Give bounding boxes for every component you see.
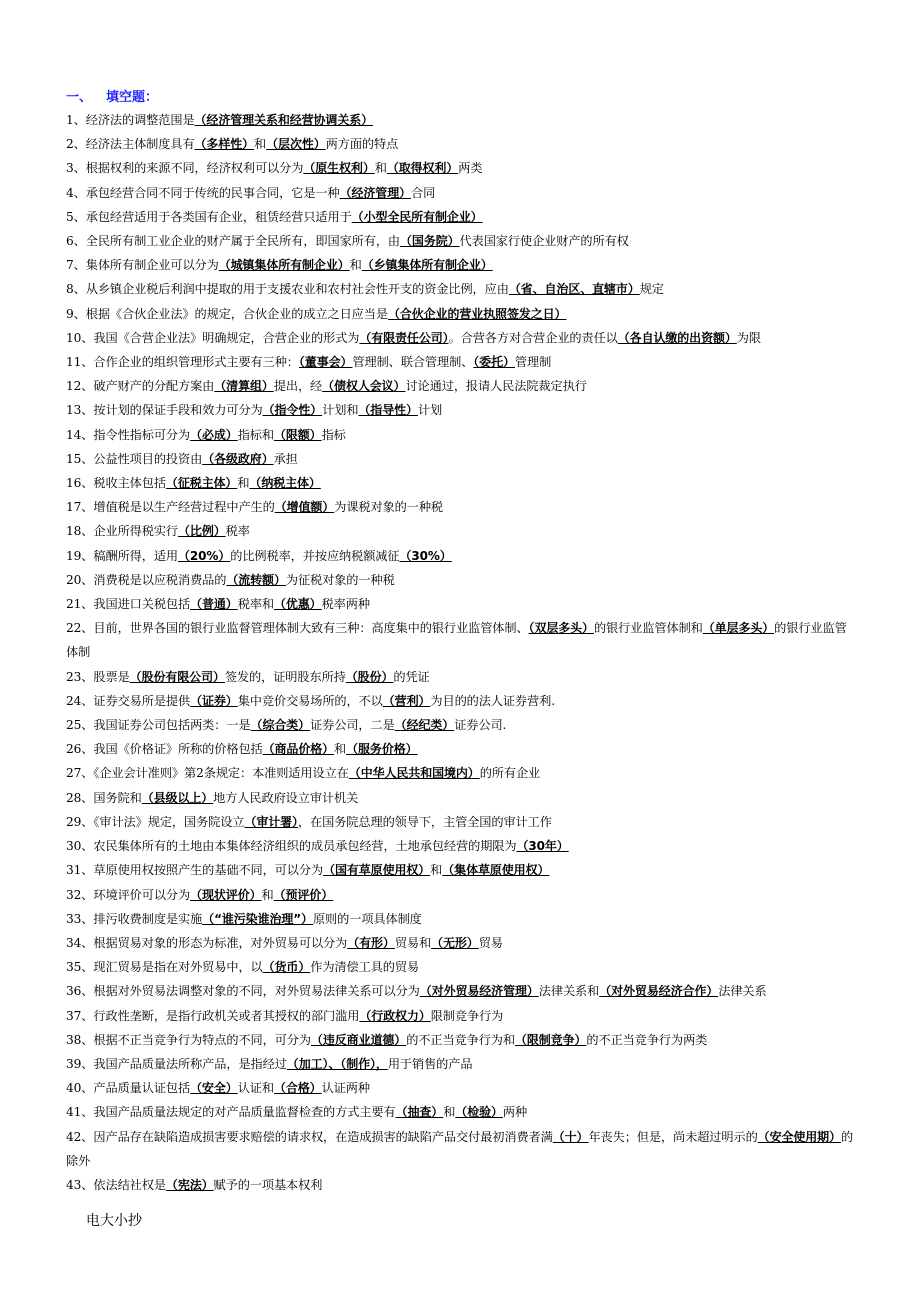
question-text: 23、股票是	[66, 669, 130, 684]
question-text: 认证和	[237, 1081, 274, 1096]
question-item	[66, 568, 858, 592]
question-text: 签发的，证明股东所持	[224, 669, 346, 684]
answer-text: （省、自治区、直辖市）	[508, 282, 640, 297]
section-title: 填空题：	[106, 90, 159, 105]
section-number: 一、	[66, 90, 93, 105]
question-item	[66, 544, 858, 568]
question-text: 的所有企业	[479, 766, 541, 781]
question-item	[66, 1052, 858, 1076]
question-text: 代表国家行使企业财产的所有权	[459, 234, 629, 249]
answer-text: （合格）	[273, 1081, 322, 1096]
question-item	[66, 253, 858, 277]
answer-text: （证券）	[190, 693, 238, 708]
answer-text: （股份有限公司）	[129, 669, 225, 684]
question-item	[66, 761, 858, 785]
question-text: 地方人民政府设立审计机关	[213, 790, 359, 805]
answer-text: （国务院）	[400, 234, 460, 249]
question-text: 32、环境评价可以分为	[66, 887, 191, 902]
answer-text: （县级以上）	[141, 790, 214, 805]
answer-text: （层次性）	[266, 137, 326, 152]
question-item	[66, 205, 858, 229]
question-text: 年丧失；但是，尚未超过明示的	[588, 1129, 758, 1144]
question-item	[66, 979, 858, 1003]
question-item	[66, 883, 858, 907]
answer-text: （审计署）	[244, 814, 298, 829]
question-text: 为限	[736, 330, 761, 345]
question-text: 指标和	[237, 427, 274, 442]
question-text: 9、根据《合伙企业法》的规定，合伙企业的成立之日应当是	[66, 306, 388, 321]
question-item	[66, 374, 858, 398]
question-text: 证券公司.	[454, 718, 507, 733]
question-text: 和	[374, 161, 387, 176]
question-item	[66, 786, 858, 810]
answer-text: （安全）	[190, 1081, 238, 1096]
question-item	[66, 229, 858, 253]
question-text: 33、排污收费制度是实施	[66, 911, 203, 926]
answer-text: （双层多头）	[528, 621, 594, 636]
answer-text: （各级政府）	[202, 451, 274, 466]
question-item	[66, 1028, 858, 1052]
answer-text: （货币）	[262, 960, 311, 975]
question-text: 税率	[225, 524, 250, 539]
question-item	[66, 108, 858, 132]
question-text: 41、我国产品质量法规定的对产品质量监督检查的方式主要有	[66, 1105, 396, 1120]
answer-text: （纳税主体）	[249, 476, 321, 491]
question-item	[66, 277, 858, 301]
question-item	[66, 181, 858, 205]
question-item	[66, 955, 858, 979]
question-text: 35、现汇贸易是指在对外贸易中，以	[66, 960, 263, 975]
question-text: 39、我国产品质量法所称产品，是指经过	[66, 1056, 287, 1071]
question-text: 42、因产品存在缺陷造成损害要求赔偿的请求权，在造成损害的缺陷产品交付最初消费者满	[66, 1129, 553, 1144]
question-text: 13、按计划的保证手段和效力可分为	[66, 403, 263, 418]
answer-text: （国有草原使用权）	[323, 863, 431, 878]
question-text: 28、国务院和	[66, 790, 142, 805]
answer-text: （有限责任公司）	[359, 330, 449, 345]
answer-text: （合伙企业的营业执照签发之日）	[387, 306, 567, 321]
question-text: 。合营各方对合营企业的责任以	[448, 330, 618, 345]
question-text: 2、经济法主体制度具有	[66, 137, 195, 152]
question-item	[66, 834, 858, 858]
question-text: 和	[349, 258, 362, 273]
question-text: 的比例税率，并按应纳税额减征	[230, 548, 400, 563]
question-text: 14、指令性指标可分为	[66, 427, 191, 442]
question-item	[66, 592, 858, 616]
footer-note: 电大小抄	[86, 1213, 142, 1229]
question-text: 用于销售的产品	[387, 1056, 473, 1071]
question-item	[66, 495, 858, 519]
answer-text: （征税主体）	[165, 476, 238, 491]
question-text: 6、全民所有制工业企业的财产属于全民所有，即国家所有，由	[66, 234, 401, 249]
question-text: 29、《审计法》规定，国务院设立	[66, 814, 245, 829]
question-item	[66, 156, 858, 180]
answer-text: （中华人民共和国境内）	[348, 766, 480, 781]
answer-text: （营利）	[382, 693, 431, 708]
question-text: 贸易	[478, 935, 503, 950]
question-text: 的凭证	[393, 669, 430, 684]
question-item	[66, 1004, 858, 1028]
question-text: 21、我国进口关税包括	[66, 597, 191, 612]
answer-text: （清算组）	[214, 379, 274, 394]
answer-text: （宪法）	[165, 1177, 214, 1192]
answer-text: （经纪类）	[394, 718, 455, 733]
question-text: 指标	[321, 427, 346, 442]
answer-text: （集体草原使用权）	[442, 863, 550, 878]
answer-text: （对外贸易经济管理）	[419, 984, 539, 999]
question-text: 19、稿酬所得，适用	[66, 548, 179, 563]
question-text: 37、行政性垄断，是指行政机关或者其授权的部门滥用	[66, 1008, 360, 1023]
answer-text: （股份）	[345, 669, 394, 684]
question-text: 证券公司，二是	[310, 718, 395, 733]
question-item	[66, 132, 858, 156]
question-text: 两种	[502, 1105, 528, 1120]
question-text: 的除外	[66, 1129, 854, 1168]
question-item	[66, 810, 858, 834]
answer-text: （对外贸易经济合作）	[599, 984, 719, 999]
question-text: 法律关系	[718, 984, 767, 999]
question-text: 的不正当竞争行为两类	[586, 1032, 708, 1047]
question-text: 计划	[417, 403, 443, 418]
answer-text: （优惠）	[273, 597, 322, 612]
question-text: 为征税对象的一种税	[285, 572, 395, 587]
answer-text: （城镇集体所有制企业）	[218, 258, 350, 273]
question-item	[66, 689, 858, 713]
answer-text: （综合类）	[250, 718, 311, 733]
answer-text: （委托）	[473, 355, 515, 370]
question-item	[66, 302, 858, 326]
question-text: 为课税对象的一种税	[334, 500, 444, 515]
question-text: 16、税收主体包括	[66, 476, 166, 491]
question-item	[66, 931, 858, 955]
answer-text: （预评价）	[273, 887, 334, 902]
question-text: 3、根据权利的来源不同，经济权利可以分为	[66, 161, 304, 176]
question-item	[66, 1125, 858, 1173]
question-text: 11、合作企业的组织管理形式主要有三种：	[66, 355, 299, 370]
question-text: 1、经济法的调整范围是	[66, 113, 195, 127]
question-text: 25、我国证券公司包括两类：一是	[66, 718, 251, 733]
question-text: 8、从乡镇企业税后利润中提取的用于支援农业和农村社会性开支的资金比例，应由	[66, 282, 509, 297]
answer-text: （商品价格）	[262, 742, 335, 757]
answer-text: （30年）	[516, 839, 569, 854]
answer-text: （“谁污染谁治理”）	[202, 911, 313, 926]
question-item	[66, 471, 858, 495]
question-text: 36、根据对外贸易法调整对象的不同，对外贸易法律关系可以分为	[66, 984, 420, 999]
question-item	[66, 907, 858, 931]
question-item	[66, 737, 858, 761]
question-text: 法律关系和	[538, 984, 600, 999]
answer-text: （20%）	[178, 548, 231, 563]
question-text: 限制竞争行为	[430, 1008, 504, 1023]
section-heading	[66, 86, 158, 105]
question-text: 34、根据贸易对象的形态为标准，对外贸易可以分为	[66, 935, 348, 950]
answer-text: （抽查）	[395, 1105, 444, 1120]
answer-text: （经济管理）	[339, 185, 411, 200]
question-text: 27、《企业会计准则》第2条规定：本准则适用设立在	[66, 766, 349, 781]
question-text: 26、我国《价格证》所称的价格包括	[66, 742, 263, 757]
question-text: 承担	[273, 451, 298, 466]
answer-text: （多样性）	[194, 137, 255, 152]
question-text: 20、消费税是以应税消费品的	[66, 572, 227, 587]
question-text: 认证两种	[321, 1081, 370, 1096]
question-text: 的银行业监管体制	[66, 621, 847, 660]
answer-text: （增值额）	[274, 500, 335, 515]
answer-text: （比例）	[178, 524, 226, 539]
question-text: 税率和	[237, 597, 274, 612]
answer-text: （现状评价）	[190, 887, 262, 902]
answer-text: （安全使用期）	[757, 1129, 841, 1144]
answer-text: （十）	[552, 1129, 589, 1144]
question-text: 5、承包经营适用于各类国有企业，租赁经营只适用于	[66, 209, 352, 224]
question-item	[66, 398, 858, 422]
answer-text: （限制竞争）	[514, 1032, 587, 1047]
question-text: 集中竞价交易场所的，不以	[237, 693, 383, 708]
question-text: 17、增值税是以生产经营过程中产生的	[66, 500, 275, 515]
question-text: 管理制	[514, 355, 552, 370]
answer-text: （加工）、（制作），	[286, 1056, 388, 1071]
question-text: 43、依法结社权是	[66, 1177, 166, 1192]
answer-text: （服务价格）	[346, 742, 418, 757]
question-item	[66, 423, 858, 447]
answer-text: （小型全民所有制企业）	[351, 209, 483, 224]
question-text: 7、集体所有制企业可以分为	[66, 258, 219, 273]
answer-text: （限额）	[273, 427, 322, 442]
question-text: 15、公益性项目的投资由	[66, 451, 203, 466]
question-text: 的不正当竞争行为和	[406, 1032, 515, 1047]
question-text: 贸易和	[394, 935, 432, 950]
answer-text: （经济管理关系和经营协调关系）	[194, 113, 374, 127]
question-item	[66, 519, 858, 543]
answer-text: （检验）	[455, 1105, 503, 1120]
answer-text: （单层多头）	[702, 621, 775, 636]
answer-text: （乡镇集体所有制企业）	[361, 258, 493, 273]
question-item	[66, 616, 858, 664]
answer-text: （流转额）	[226, 572, 286, 587]
question-text: 和	[334, 742, 347, 757]
question-text: 计划和	[322, 403, 359, 418]
answer-text: （30%）	[399, 548, 452, 563]
question-text: 22、目前，世界各国的银行业监督管理体制大致有三种：高度集中的银行业监管体制、	[66, 621, 529, 636]
question-text: 作为清偿工具的贸易	[310, 960, 420, 975]
question-text: 和	[443, 1105, 456, 1120]
answer-text: （普通）	[190, 597, 238, 612]
question-text: 合同	[411, 185, 436, 200]
answer-text: （董事会）	[298, 355, 353, 370]
answer-text: （行政权力）	[359, 1008, 431, 1023]
answer-text: （债权人会议）	[322, 379, 406, 394]
answer-text: （取得权利）	[386, 161, 459, 176]
question-text: 30、农民集体所有的土地由本集体经济组织的成员承包经营，土地承包经营的期限为	[66, 839, 517, 854]
question-item	[66, 858, 858, 882]
answer-text: （指令性）	[262, 403, 323, 418]
answer-text: （有形）	[347, 935, 395, 950]
question-text: 提出，经	[273, 379, 323, 394]
question-text: 和	[261, 887, 274, 902]
question-item	[66, 326, 858, 350]
question-text: 和	[430, 863, 443, 878]
question-text: 18、企业所得税实行	[66, 524, 179, 539]
question-text: 赋予的一项基本权利	[213, 1177, 323, 1192]
answer-text: （违反商业道德）	[310, 1032, 407, 1047]
question-text: 12、破产财产的分配方案由	[66, 379, 215, 394]
answer-text: （无形）	[431, 935, 479, 950]
answer-text: （各自认缴的出资额）	[617, 330, 737, 345]
answer-text: （指导性）	[358, 403, 418, 418]
question-list	[66, 108, 858, 1197]
question-text: 4、承包经营合同不同于传统的民事合同，它是一种	[66, 185, 340, 200]
question-text: ，在国务院总理的领导下，主管全国的审计工作	[297, 814, 552, 829]
question-text: 40、产品质量认证包括	[66, 1081, 191, 1096]
answer-text: （必成）	[190, 427, 238, 442]
question-text: 的银行业监管体制和	[593, 621, 703, 636]
question-text: 税率两种	[321, 597, 370, 612]
question-text: 24、证券交易所是提供	[66, 693, 191, 708]
question-text: 讨论通过，报请人民法院裁定执行	[405, 379, 587, 394]
question-item	[66, 1076, 858, 1100]
question-text: 为目的的法人证券营利.	[430, 693, 556, 708]
question-text: 和	[254, 137, 267, 152]
question-text: 10、我国《合营企业法》明确规定，合营企业的形式为	[66, 330, 360, 345]
question-item	[66, 350, 858, 374]
question-text: 管理制、联合管理制、	[352, 355, 474, 370]
question-text: 原则的一项具体制度	[312, 911, 422, 926]
question-text: 38、根据不正当竞争行为特点的不同，可分为	[66, 1032, 311, 1047]
question-text: 两类	[458, 161, 483, 176]
question-text: 31、草原使用权按照产生的基础不同，可以分为	[66, 863, 324, 878]
question-item	[66, 665, 858, 689]
question-item	[66, 1173, 858, 1197]
question-text: 和	[237, 476, 250, 491]
answer-text: （原生权利）	[303, 161, 375, 176]
question-text: 规定	[639, 282, 664, 297]
question-item	[66, 1100, 858, 1124]
question-text: 两方面的特点	[325, 137, 399, 152]
question-item	[66, 713, 858, 737]
question-item	[66, 447, 858, 471]
